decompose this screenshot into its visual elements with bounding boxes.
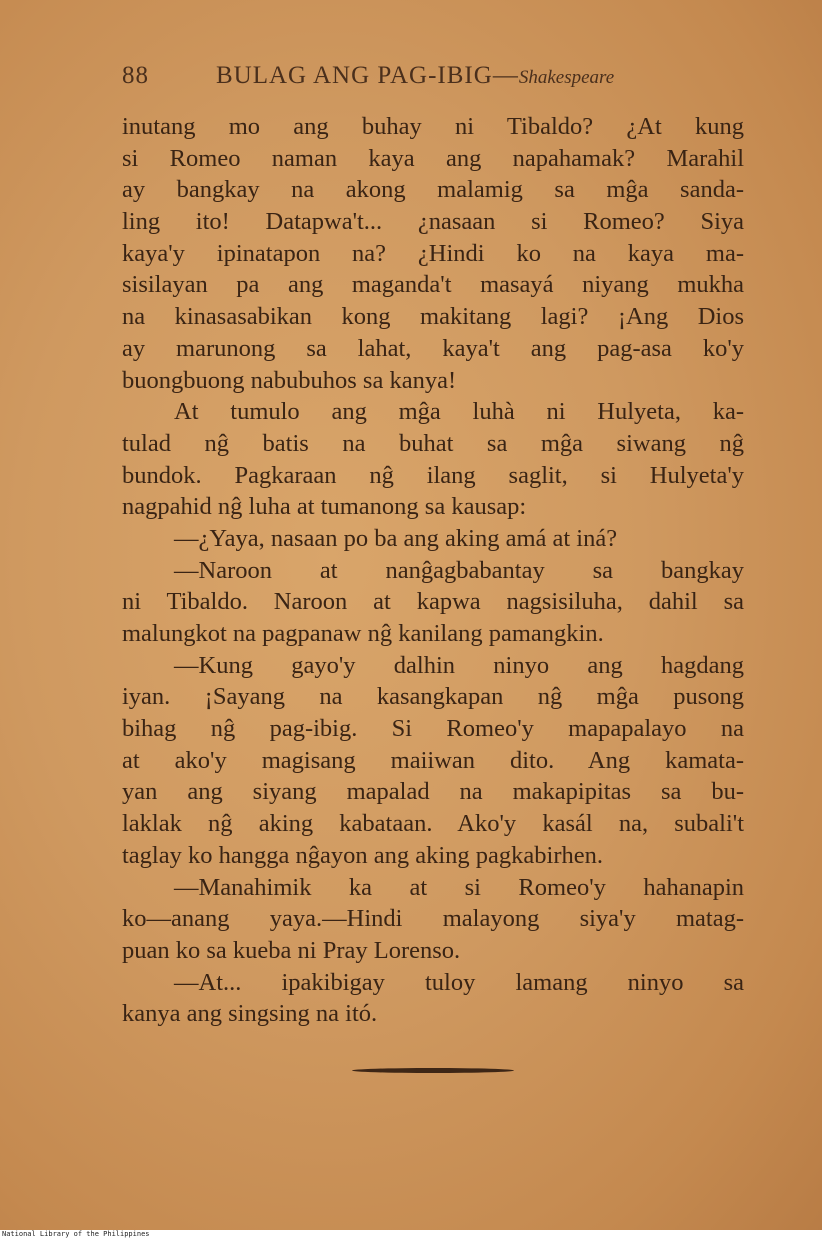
- text-line: at ako'y magisang maiiwan dito. Ang kamata-: [122, 746, 744, 774]
- text-line: tulad nĝ batis na buhat sa mĝa siwang nĝ: [122, 429, 744, 457]
- text-line: yan ang siyang mapalad na makapipitas sa bu-: [122, 778, 744, 806]
- text-line: puan ko sa kueba ni Pray Lorenso.: [122, 936, 461, 964]
- text-line: taglay ko hangga nĝayon ang aking pagkabirhen.: [122, 841, 604, 869]
- page-number: 88: [122, 62, 149, 89]
- text-line: laklak nĝ aking kabataan. Ako'y kasál na, subali't: [122, 810, 744, 838]
- body-text: [122, 111, 744, 1030]
- text-line: —At... ipakibigay tuloy lamang ninyo sa: [174, 968, 744, 996]
- text-line: ay marunong sa lahat, kaya't ang pag-asa ko'y: [122, 334, 744, 362]
- text-line: ling ito! Datapwa't... ¿nasaan si Romeo? Siya: [122, 208, 744, 236]
- text-line: nagpahid nĝ luha at tumanong sa kausap:: [122, 493, 527, 521]
- text-line: na kinasasabikan kong makitang lagi? ¡Ang Dios: [122, 303, 744, 331]
- text-line: —Manahimik ka at si Romeo'y hahanapin: [174, 873, 744, 901]
- text-line: kanya ang singsing na itó.: [122, 1000, 378, 1028]
- running-title: [216, 62, 614, 90]
- text-line: At tumulo ang mĝa luhà ni Hulyeta, ka-: [174, 398, 744, 426]
- text-line: —Kung gayo'y dalhin ninyo ang hagdang: [174, 651, 744, 679]
- text-line: bihag nĝ pag-ibig. Si Romeo'y mapapalayo na: [122, 715, 744, 743]
- text-line: sisilayan pa ang maganda't masayá niyang mukha: [122, 271, 744, 299]
- text-line: ay bangkay na akong malamig sa mĝa sanda-: [122, 176, 744, 204]
- author-name: Shakespeare: [518, 67, 615, 88]
- text-line: bundok. Pagkaraan nĝ ilang saglit, si Hulyeta'y: [122, 461, 744, 489]
- text-line: —¿Yaya, nasaan po ba ang aking amá at iná?: [174, 524, 618, 552]
- text-line: si Romeo naman kaya ang napahamak? Marahil: [122, 144, 744, 172]
- running-header: [122, 62, 662, 102]
- text-line: inutang mo ang buhay ni Tibaldo? ¿At kung: [122, 113, 744, 140]
- text-line: iyan. ¡Sayang na kasangkapan nĝ mĝa pusong: [122, 683, 744, 711]
- text-line: buongbuong nabubuhos sa kanya!: [122, 366, 457, 394]
- book-title: BULAG ANG PAG-IBIG—: [216, 62, 519, 89]
- ornamental-rule: [352, 1068, 514, 1073]
- text-line: ni Tibaldo. Naroon at kapwa nagsisiluha, dahil sa: [122, 588, 744, 616]
- text-line: kaya'y ipinatapon na? ¿Hindi ko na kaya ma-: [122, 239, 744, 267]
- text-line: —Naroon at nanĝagbabantay sa bangkay: [174, 556, 744, 584]
- text-line: ko—anang yaya.—Hindi malayong siya'y matag-: [122, 905, 744, 933]
- text-line: malungkot na pagpanaw nĝ kanilang pamangkin.: [122, 620, 604, 647]
- library-attribution: National Library of the Philippines: [0, 1230, 822, 1238]
